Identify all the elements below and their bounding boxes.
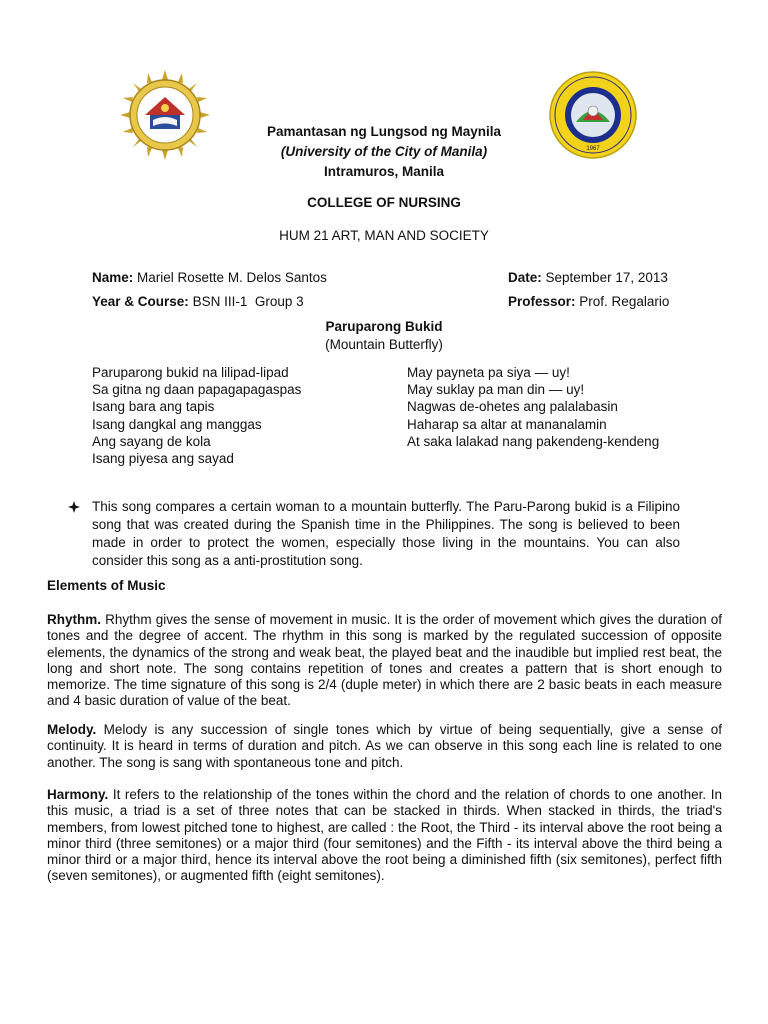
song-subtitle: (Mountain Butterfly) <box>325 337 443 352</box>
course-title: HUM 21 ART, MAN AND SOCIETY <box>279 228 489 243</box>
song-title-block <box>0 318 768 354</box>
university-location: Intramuros, Manila <box>323 164 445 179</box>
lyric-line: Isang bara ang tapis <box>92 399 215 415</box>
year-course-row <box>92 292 304 312</box>
lyric-line: May suklay pa man din — uy! <box>407 382 585 398</box>
rhythm-label: Rhythm. <box>47 612 101 627</box>
year-course-value: BSN III-1 Group 3 <box>192 294 304 309</box>
college-name: COLLEGE OF NURSING <box>307 195 461 210</box>
lyric-line: Paruparong bukid na lilipad-lipad <box>92 365 289 380</box>
melody-text: Melody is any succession of single tones which by virtue of being sequentially, give a sense of continuity. It is heard in terms of duration and pitch. As we can observe in this song each line is related to one another. The song is sang with spontaneous tone and pitch. <box>47 722 722 770</box>
lyric-line: Isang dangkal ang manggas <box>92 416 262 432</box>
lyric-line: At saka lalakad nang pakendeng-kendeng <box>407 433 660 449</box>
harmony-paragraph <box>47 787 722 885</box>
lyric-line: Nagwas de-ohetes ang palalabasin <box>407 399 618 415</box>
lyrics-right-column <box>407 364 659 450</box>
date-label: Date: <box>508 270 542 285</box>
harmony-text: It refers to the relationship of the tones within the chord and the relation of chords to one another. In this music, a triad is a set of three notes that can be stacked in thirds. When stacked in thirds, the triad's members, from lowest pitched tone to highest, are called : the Root, the Third - its interval above the root being a minor third (three semitones) or a major third (four semitones) and the Fifth - its interval above the third being a minor third or a major third, hence its interval above the root being a diminished fifth (six semitones), perfect fifth (seven semitones), or augmented fifth (eight semitones). <box>47 787 722 884</box>
document-header <box>0 122 768 182</box>
rhythm-text: Rhythm gives the sense of movement in music. It is the order of movement which gives the duration of tones and the degree of accent. The rhythm in this song is marked by the regulated succession of opposite elements, the dynamics of the strong and weak beat, the played beat and the inaudible but implied rest beat, the long and short note. The song contains repetition of tones and creates a pattern that is short enough to memorize. The time signature of this song is 2/4 (duple meter) in which there are 2 basic beats in each measure and 4 basic duration of value of the beat. <box>47 612 722 709</box>
diamond-bullet-icon <box>68 498 82 518</box>
lyric-line: Isang piyesa ang sayad <box>92 451 234 467</box>
svg-text:1967: 1967 <box>586 146 600 152</box>
lyric-line: May payneta pa siya — uy! <box>407 365 570 380</box>
university-name: Pamantasan ng Lungsod ng Maynila <box>266 124 502 139</box>
name-label: Name: <box>92 270 134 285</box>
date-row <box>508 268 668 288</box>
lyric-line: Sa gitna ng daan papagapagaspas <box>92 382 302 398</box>
year-course-label: Year & Course: <box>92 294 189 309</box>
university-name-english: (University of the City of Manila) <box>280 144 488 159</box>
professor-value: Prof. Regalario <box>579 294 670 309</box>
name-value: Mariel Rosette M. Delos Santos <box>137 270 327 285</box>
song-description-text: This song compares a certain woman to a mountain butterfly. The Paru-Parong bukid is a Filipino song that was created during the Spanish time in the Philippines. The song is believed to been made in order to protect the women, especially those living in the mountains. You can also consider this song as a anti-prostitution song. <box>92 499 680 568</box>
lyric-line: Ang sayang de kola <box>92 433 211 449</box>
song-description-bullet <box>68 498 680 570</box>
date-value: September 17, 2013 <box>545 270 668 285</box>
professor-row <box>508 292 669 312</box>
professor-label: Professor: <box>508 294 576 309</box>
rhythm-paragraph <box>47 612 722 710</box>
melody-label: Melody. <box>47 722 97 737</box>
elements-of-music-heading: Elements of Music <box>47 578 166 593</box>
harmony-label: Harmony. <box>47 787 109 802</box>
song-title: Paruparong Bukid <box>325 319 443 334</box>
student-name-row <box>92 268 327 288</box>
lyrics-left-column <box>92 364 301 467</box>
lyric-line: Haharap sa altar at mananalamin <box>407 416 607 432</box>
melody-paragraph <box>47 722 722 771</box>
